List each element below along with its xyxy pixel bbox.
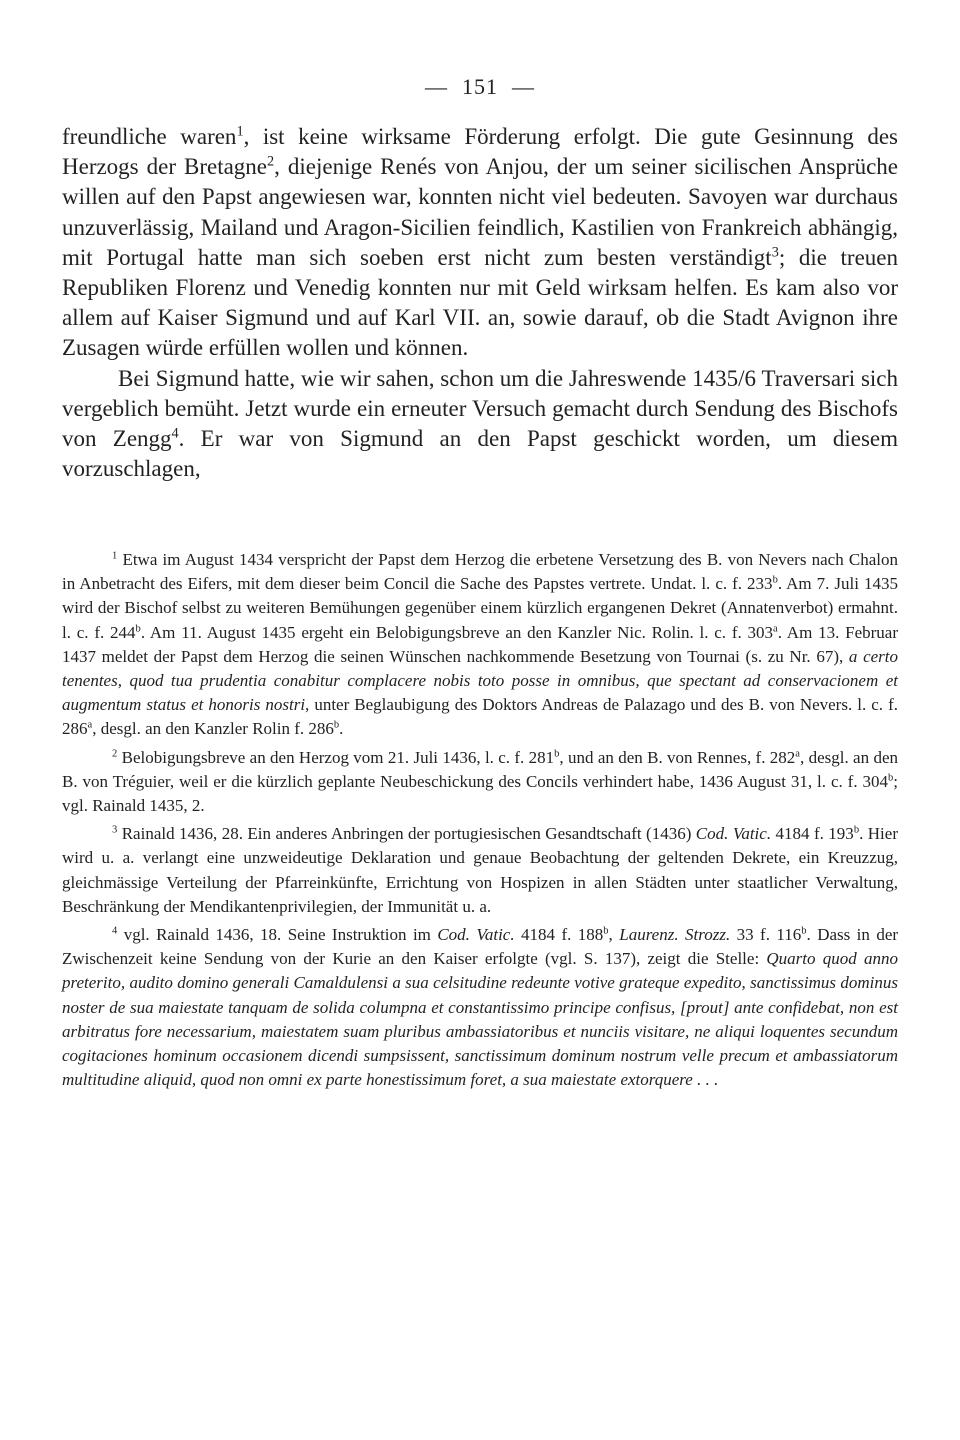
text-run: ; vgl. Rainald 1435, 2.: [62, 771, 898, 816]
text-run: unter Beglaubigung des Doktors Andreas de Palazago und des B. von Nevers. l. c. f. 286: [62, 695, 898, 739]
text-run: vgl. Rainald 1436, 18. Seine Instruktion im: [117, 925, 438, 945]
folio-side: b: [554, 747, 560, 759]
folio-side: b: [333, 719, 340, 731]
main-text: [62, 122, 898, 484]
folio-side: a: [773, 622, 778, 634]
text-run: . Er war von Sigmund an den Papst geschickt worden, um diesem vorzuschlagen,: [62, 426, 898, 482]
text-run: , und an den B. von Rennes, f. 282: [559, 747, 796, 767]
text-run: , diejenige Renés von Anjou, der um seiner sicilischen Ansprüche willen auf den Papst angewiesen war, konnten nicht viel bedeuten. Savoyen war durchaus unzuverlässig, Mailand und Aragon-Sicilien feindlich, Kastilien von Frankreich abhängig, mit Portugal hatte man sich soeben erst nicht zum besten verständigt: [62, 154, 898, 270]
source-citation: Laurenz. Strozz.: [619, 925, 731, 945]
folio-side: b: [853, 824, 860, 836]
page-header: [0, 74, 960, 100]
text-run: , desgl. an den B. von Tréguier, weil er die kürzlich geplante Neubeschickung des Concils verhindert habe, 1436 August 31, l. c. f. 304: [62, 747, 898, 791]
footnote-number: 2: [112, 747, 118, 759]
folio-side: b: [888, 772, 894, 784]
text-run: , desgl. an den Kanzler Rolin f. 286: [92, 719, 334, 739]
text-run: . Am 7. Juli 1435 wird der Bischof selbst zu weiteren Bemühungen gegenüber einem kürzlich ergangenen Dekret (Annatenverbot) ermahnt. l. c. f. 244: [62, 574, 899, 642]
text-run: Rainald 1436, 28. Ein anderes Anbringen der portugiesischen Gesandtschaft (1436): [117, 824, 696, 844]
text-run: freundliche waren: [62, 124, 237, 149]
text-run: 4184 f. 193: [771, 824, 854, 844]
text-run: , ist keine wirksame Förderung erfolgt. Die gute Gesinnung des Herzogs der Bretagne: [62, 124, 898, 180]
text-run: . Hier wird u. a. verlangt eine unzweideutige Deklaration und genaue Beobachtung der geltenden Dekrete, ein Kreuzzug, gleichmässige Verteilung der Pfarreinkünfte, Errichtung von Hospizen in allen Städten unter staatlicher Verwaltung, Beschränkung der Mendikantenprivilegien, der Immunität u. a.: [62, 824, 898, 916]
text-run: Bei Sigmund hatte, wie wir sahen, schon um die Jahreswende 1435/6 Traversari sich vergeblich bemüht. Jetzt wurde ein erneuter Versuch gemacht durch Sendung des Bischofs von Zengg: [62, 365, 898, 452]
footnote-number: 4: [112, 925, 118, 937]
footnote-ref-2: 2: [267, 153, 275, 170]
text-run: . Dass in der Zwischenzeit keine Sendung von der Kurie an den Kaiser erfolgte (vgl. S. 137), zeigt die Stelle:: [62, 925, 899, 969]
text-run: .: [339, 719, 344, 739]
latin-quote: a certo tenentes, quod tua prudentia conabitur complacere nobis toto posse in omnibus, que spectant ad conservacionem et augmentum status et honoris nostri,: [62, 646, 898, 715]
footnote-ref-4: 4: [171, 425, 179, 442]
paragraph-1: [62, 122, 898, 364]
text-run: 4184 f. 188: [514, 925, 604, 945]
footnote-4: [62, 923, 898, 1092]
footnotes: [62, 548, 898, 1096]
folio-side: a: [87, 719, 93, 731]
footnote-number: 1: [112, 550, 118, 562]
text-run: 33 f. 116: [730, 925, 802, 945]
text-run: ,: [608, 925, 620, 945]
footnote-number: 3: [112, 824, 118, 836]
source-citation: Cod. Vatic.: [437, 925, 515, 945]
latin-quote: Quarto quod anno preterito, audito domino generali Camaldulensi a sua celsitudine redeunte votive grateque expedito, sanctissimus dominus noster de sua maiestate tanquam de solida columpna et constantissimo principe confisus, [prout] ante confidebat, non est arbitratus fore necessarium, maiestatem suam pluribus ambassiatoribus et nunciis visitare, ne aliqui loquentes secundum cogitaciones hominum occasionem dicendi sumpsissent, sanctissimum dominum nostrum velle precum et ambassiatorum multitudine aliquid, quod non omni ex parte honestissimum foret, a sua maiestate extorquere . . .: [62, 949, 898, 1090]
folio-side: b: [603, 925, 609, 937]
text-run: . Am 13. Februar 1437 meldet der Papst dem Herzog die seinen Wünschen nachkommende Besetzung von Tournai (s. zu Nr. 67),: [62, 622, 898, 666]
folio-side: b: [801, 925, 807, 937]
source-citation: Cod. Vatic.: [695, 824, 772, 844]
header-dash-left: —: [425, 74, 448, 99]
text-run: Belobigungsbreve an den Herzog vom 21. Juli 1436, l. c. f. 281: [117, 747, 555, 767]
folio-side: b: [135, 622, 141, 634]
footnote-ref-1: 1: [236, 123, 244, 140]
footnote-3: [62, 822, 898, 919]
header-dash-right: —: [512, 74, 535, 99]
folio-side: a: [795, 747, 800, 759]
text-run: . Am 11. August 1435 ergeht ein Belobigungsbreve an den Kanzler Nic. Rolin. l. c. f. 303: [140, 622, 774, 642]
footnote-ref-3: 3: [771, 244, 779, 261]
page-number: 151: [462, 74, 498, 99]
paragraph-2: [62, 364, 898, 485]
text-run: Etwa im August 1434 verspricht der Papst dem Herzog die erbetene Versetzung des B. von Nevers nach Chalon in Anbetracht des Eifers, mit dem dieser beim Concil die Sache des Papstes vertrete. Undat. l. c. f. 233: [62, 550, 898, 594]
footnote-1: [62, 548, 898, 742]
text-run: ; die treuen Republiken Florenz und Venedig konnten nur mit Geld wirksam helfen. Es kam also vor allem auf Kaiser Sigmund und auf Karl VII. an, sowie darauf, ob die Stadt Avignon ihre Zusagen würde erfüllen wollen und können.: [62, 244, 898, 361]
folio-side: b: [772, 574, 778, 586]
footnote-2: [62, 746, 898, 819]
